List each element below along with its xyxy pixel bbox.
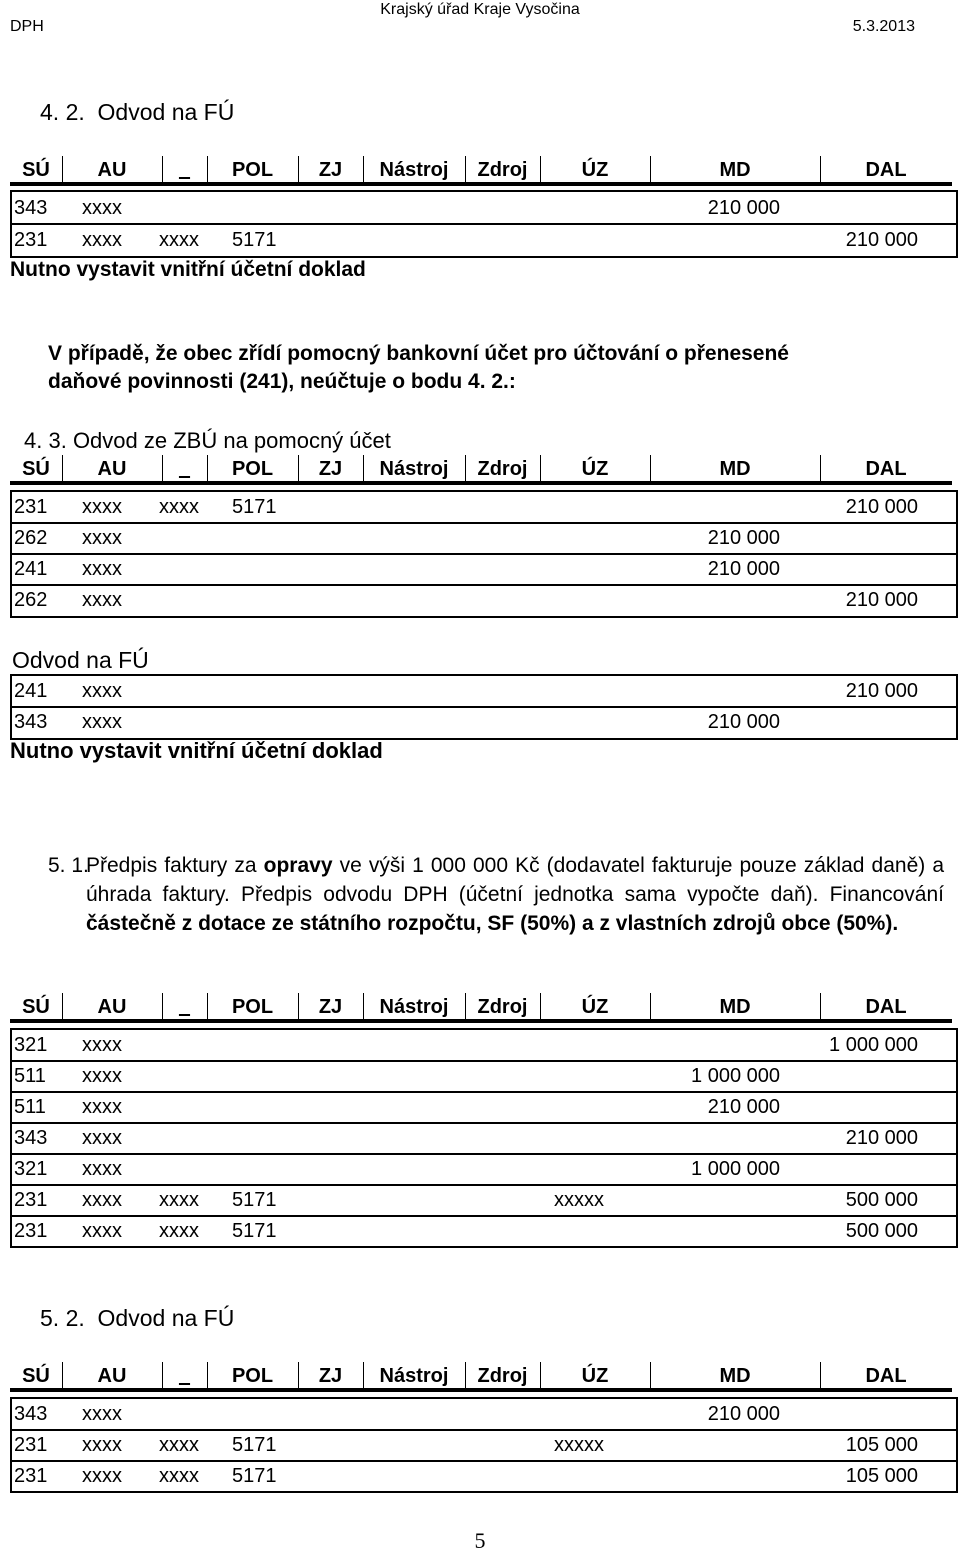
col-zj-header: ZJ: [318, 996, 343, 1018]
col-dal-header: DAL: [865, 458, 907, 480]
note-internal-document: Nutno vystavit vnitřní účetní doklad: [10, 738, 383, 763]
column-divider: [162, 156, 163, 184]
cell-su: 231: [14, 1189, 48, 1211]
column-divider: [162, 455, 163, 483]
col-nastroj-header: Nástroj: [379, 159, 449, 181]
cell-su: 241: [14, 558, 48, 580]
cell-au: xxxx: [82, 229, 122, 251]
cell-s3: xxxx: [159, 496, 199, 518]
entry-table: [10, 490, 958, 618]
cell-su: 231: [14, 1220, 48, 1242]
cell-s3: xxxx: [159, 229, 199, 251]
col-blank-header: [162, 993, 207, 1021]
col-uz-header: ÚZ: [581, 458, 609, 480]
header-rule: [10, 1388, 952, 1392]
cell-su: 511: [14, 1096, 46, 1118]
cell-dal: 105 000: [845, 1434, 918, 1456]
cell-au: xxxx: [82, 1434, 122, 1456]
cell-au: xxxx: [82, 680, 122, 702]
col-au-header: AU: [97, 1365, 127, 1387]
col-blank-header: [162, 1362, 207, 1390]
cell-dal: 210 000: [845, 1127, 918, 1149]
col-zj-header: ZJ: [318, 1365, 343, 1387]
col-zj-header: ZJ: [318, 458, 343, 480]
header-rule: [10, 182, 952, 186]
cell-s3: xxxx: [159, 1465, 199, 1487]
column-divider: [650, 455, 651, 483]
paragraph-text: [86, 851, 944, 938]
header-authority: Krajský úřad Kraje Vysočina: [380, 1, 580, 18]
table-row: [14, 192, 954, 224]
col-au-header: AU: [97, 996, 127, 1018]
cell-au: xxxx: [82, 1403, 122, 1425]
cell-au: xxxx: [82, 1096, 122, 1118]
col-nastroj-header: Nástroj: [379, 996, 449, 1018]
col-zdroj-header: Zdroj: [477, 159, 528, 181]
col-dal-header: DAL: [865, 996, 907, 1018]
section-paragraph-5-1: [48, 851, 944, 938]
table-row: [14, 523, 954, 554]
table-row: [14, 554, 954, 585]
table-row: [14, 224, 954, 256]
cell-au: xxxx: [82, 1065, 122, 1087]
column-divider: [298, 455, 299, 483]
table-row: [14, 676, 954, 707]
subsection-title: Odvod na FÚ: [12, 647, 149, 673]
cell-su: 241: [14, 680, 48, 702]
cell-dal: 1 000 000: [829, 1034, 918, 1056]
column-divider: [650, 156, 651, 184]
cell-su: 343: [14, 197, 48, 219]
col-su-header: SÚ: [22, 159, 50, 181]
column-divider: [465, 1362, 466, 1390]
column-divider: [650, 1362, 651, 1390]
column-divider: [650, 993, 651, 1021]
table-row: [14, 707, 954, 738]
page-number: 5: [474, 1528, 486, 1553]
col-au-header: AU: [97, 159, 127, 181]
section-heading-5-2: [40, 1305, 234, 1332]
column-divider: [465, 156, 466, 184]
entry-table: [10, 674, 958, 740]
cell-su: 262: [14, 527, 48, 549]
column-divider: [207, 156, 208, 184]
paragraph-part: ve výši 1 000 000 Kč (dodavatel fakturuje pouze základ daně) a úhrada faktury. Předpis odvodu DPH (účetní jednotka sama vypočte daň). Financování: [86, 854, 944, 906]
column-header-row: [10, 993, 952, 1021]
cell-dal: 210 000: [845, 680, 918, 702]
section-number: 5. 2.: [40, 1305, 85, 1331]
cell-au: xxxx: [82, 496, 122, 518]
column-divider: [465, 455, 466, 483]
col-zj-header: ZJ: [318, 159, 343, 181]
paragraph-bold: částečně z dotace ze státního rozpočtu, SF (50%) a z vlastních zdrojů obce (50%).: [86, 912, 899, 935]
cell-dal: 500 000: [845, 1189, 918, 1211]
cell-au: xxxx: [82, 1034, 122, 1056]
table-row: [14, 1216, 954, 1247]
col-md-header: MD: [719, 996, 751, 1018]
cell-pol: 5171: [232, 1189, 277, 1211]
cell-dal: 210 000: [845, 496, 918, 518]
cell-uz: xxxxx: [554, 1189, 604, 1211]
note-internal-document: Nutno vystavit vnitřní účetní doklad: [10, 258, 366, 281]
cell-s3: xxxx: [159, 1434, 199, 1456]
col-su-header: SÚ: [22, 996, 50, 1018]
info-line-2: daňové povinnosti (241), neúčtuje o bodu 4. 2.:: [48, 370, 516, 393]
cell-su: 511: [14, 1065, 46, 1087]
column-divider: [162, 1362, 163, 1390]
col-au-header: AU: [97, 458, 127, 480]
table-row: [14, 585, 954, 616]
table-row: [14, 1123, 954, 1154]
col-pol-header: POL: [231, 1365, 274, 1387]
column-divider: [540, 1362, 541, 1390]
paragraph-part: Předpis faktury za: [86, 854, 264, 877]
section-title: Odvod ze ZBÚ na pomocný účet: [72, 428, 391, 453]
col-zdroj-header: Zdroj: [477, 458, 528, 480]
column-divider: [298, 1362, 299, 1390]
cell-au: xxxx: [82, 1220, 122, 1242]
cell-su: 262: [14, 589, 48, 611]
cell-s3: xxxx: [159, 1189, 199, 1211]
cell-au: xxxx: [82, 1127, 122, 1149]
col-pol-header: POL: [231, 458, 274, 480]
header-date: 5.3.2013: [852, 18, 915, 35]
cell-su: 343: [14, 1403, 48, 1425]
cell-pol: 5171: [232, 1220, 277, 1242]
col-zdroj-header: Zdroj: [477, 1365, 528, 1387]
column-header-row: [10, 455, 952, 483]
table-row: [14, 1061, 954, 1092]
column-divider: [207, 993, 208, 1021]
col-nastroj-header: Nástroj: [379, 1365, 449, 1387]
col-md-header: MD: [719, 159, 751, 181]
table-row: [14, 492, 954, 523]
column-divider: [820, 1362, 821, 1390]
paragraph-bold: opravy: [263, 854, 333, 877]
col-zdroj-header: Zdroj: [477, 996, 528, 1018]
cell-dal: 210 000: [845, 589, 918, 611]
cell-su: 343: [14, 711, 48, 733]
cell-au: xxxx: [82, 558, 122, 580]
cell-au: xxxx: [82, 589, 122, 611]
section-number: 5. 1.: [48, 854, 89, 877]
info-line-1: V případě, že obec zřídí pomocný bankovní účet pro účtování o přenesené: [48, 342, 789, 365]
column-divider: [62, 455, 63, 483]
cell-md: 210 000: [707, 197, 780, 219]
cell-au: xxxx: [82, 711, 122, 733]
section-heading-4-3: [24, 428, 391, 454]
col-blank-header: [162, 156, 207, 184]
cell-au: xxxx: [82, 1189, 122, 1211]
col-su-header: SÚ: [22, 458, 50, 480]
column-divider: [363, 455, 364, 483]
entry-table: [10, 1397, 958, 1493]
cell-md: 210 000: [707, 1403, 780, 1425]
cell-au: xxxx: [82, 527, 122, 549]
column-header-row: [10, 1362, 952, 1390]
column-divider: [820, 455, 821, 483]
table-row: [14, 1461, 954, 1492]
cell-pol: 5171: [232, 1465, 277, 1487]
cell-md: 210 000: [707, 711, 780, 733]
cell-dal: 210 000: [845, 229, 918, 251]
column-divider: [540, 156, 541, 184]
cell-pol: 5171: [232, 1434, 277, 1456]
header-rule: [10, 481, 952, 485]
cell-su: 231: [14, 1434, 48, 1456]
col-uz-header: ÚZ: [581, 996, 609, 1018]
table-row: [14, 1030, 954, 1061]
col-uz-header: ÚZ: [581, 159, 609, 181]
col-md-header: MD: [719, 458, 751, 480]
cell-au: xxxx: [82, 1158, 122, 1180]
section-heading-4-2: [40, 99, 234, 126]
column-divider: [540, 455, 541, 483]
col-blank-header: [162, 455, 207, 483]
column-divider: [162, 993, 163, 1021]
cell-dal: 105 000: [845, 1465, 918, 1487]
column-divider: [62, 1362, 63, 1390]
cell-s3: xxxx: [159, 1220, 199, 1242]
cell-pol: 5171: [232, 229, 277, 251]
cell-su: 321: [14, 1034, 48, 1056]
column-divider: [207, 1362, 208, 1390]
section-title: Odvod na FÚ: [97, 1305, 235, 1331]
column-header-row: [10, 156, 952, 184]
cell-su: 321: [14, 1158, 48, 1180]
cell-md: 210 000: [707, 527, 780, 549]
column-divider: [62, 993, 63, 1021]
cell-su: 231: [14, 496, 48, 518]
table-row: [14, 1154, 954, 1185]
section-number: 4. 2.: [40, 99, 85, 125]
col-pol-header: POL: [231, 159, 274, 181]
table-row: [14, 1185, 954, 1216]
col-nastroj-header: Nástroj: [379, 458, 449, 480]
table-row: [14, 1092, 954, 1123]
column-divider: [820, 993, 821, 1021]
section-number: 4. 3.: [24, 428, 67, 453]
col-su-header: SÚ: [22, 1365, 50, 1387]
col-md-header: MD: [719, 1365, 751, 1387]
column-divider: [363, 993, 364, 1021]
header-doc-code: DPH: [10, 18, 44, 35]
column-divider: [298, 156, 299, 184]
section-title: Odvod na FÚ: [97, 99, 235, 125]
col-dal-header: DAL: [865, 1365, 907, 1387]
entry-table: [10, 190, 958, 258]
cell-au: xxxx: [82, 1465, 122, 1487]
column-divider: [298, 993, 299, 1021]
table-row: [14, 1399, 954, 1430]
col-dal-header: DAL: [865, 159, 907, 181]
cell-uz: xxxxx: [554, 1434, 604, 1456]
column-divider: [540, 993, 541, 1021]
header-rule: [10, 1019, 952, 1023]
col-pol-header: POL: [231, 996, 274, 1018]
column-divider: [363, 156, 364, 184]
column-divider: [820, 156, 821, 184]
cell-md: 1 000 000: [691, 1065, 780, 1087]
column-divider: [363, 1362, 364, 1390]
cell-su: 343: [14, 1127, 48, 1149]
col-uz-header: ÚZ: [581, 1365, 609, 1387]
cell-dal: 500 000: [845, 1220, 918, 1242]
entry-table: [10, 1028, 958, 1248]
cell-md: 1 000 000: [691, 1158, 780, 1180]
table-row: [14, 1430, 954, 1461]
cell-au: xxxx: [82, 197, 122, 219]
cell-md: 210 000: [707, 558, 780, 580]
column-divider: [465, 993, 466, 1021]
cell-md: 210 000: [707, 1096, 780, 1118]
cell-su: 231: [14, 229, 48, 251]
column-divider: [207, 455, 208, 483]
cell-su: 231: [14, 1465, 48, 1487]
column-divider: [62, 156, 63, 184]
cell-pol: 5171: [232, 496, 277, 518]
